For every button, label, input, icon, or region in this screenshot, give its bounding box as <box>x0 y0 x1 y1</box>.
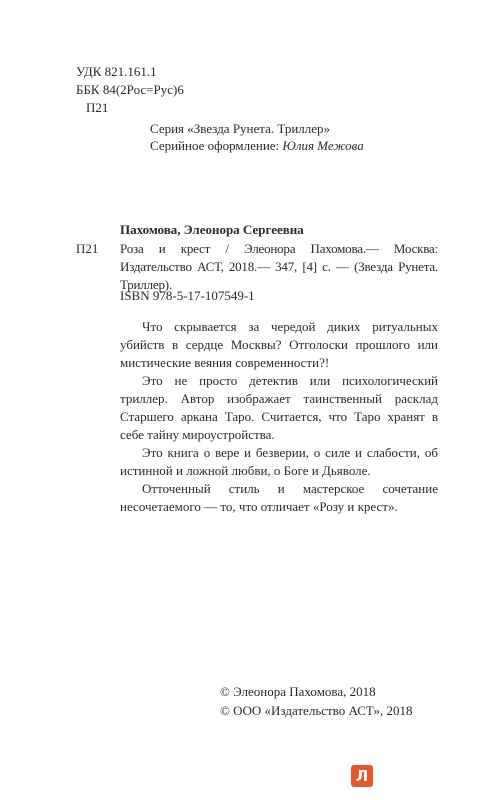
series-designer: Юлия Межова <box>282 138 364 153</box>
series-design-line <box>150 138 364 154</box>
series-design-label: Серийное оформление: <box>150 138 283 153</box>
udk-code: УДК 821.161.1 <box>76 64 157 79</box>
litres-logo-icon <box>351 765 373 787</box>
bibliography-author: Пахомова, Элеонора Сергеевна <box>120 222 304 237</box>
author-sign: П21 <box>86 100 109 115</box>
annotation-paragraph: Отточенный стиль и мастерское сочетание несочетаемого — то, что отличает «Розу и крест». <box>120 481 438 514</box>
copyright-publisher: © ООО «Издательство АСТ», 2018 <box>220 703 413 718</box>
bibliography-description: Роза и крест / Элеонора Пахомова.— Москва: Издательство АСТ, 2018.— 347, [4] с. — (Звезда Рунета. Триллер). <box>120 241 438 292</box>
annotation-paragraph: Это не просто детектив или психологический триллер. Автор изображает таинственный расклад Старшего аркана Таро. Считается, что Таро хранят в себе тайну мироустройства. <box>120 373 438 442</box>
bbk-code: ББК 84(2Рос=Рус)6 <box>76 82 184 97</box>
isbn: ISBN 978-5-17-107549-1 <box>120 288 255 303</box>
annotation-paragraph: Это книга о вере и безверии, о силе и слабости, об истинной и ложной любви, о Боге и Дьяволе. <box>120 445 438 478</box>
copyright-author: © Элеонора Пахомова, 2018 <box>220 684 376 699</box>
series-line: Серия «Звезда Рунета. Триллер» <box>150 121 331 136</box>
litres-logo-glyph: Л <box>355 767 369 785</box>
annotation-paragraph: Что скрывается за чередой диких ритуальных убийств в сердце Москвы? Отголоски прошлого или мистические веяния современности?! <box>120 319 438 370</box>
bibliography-author-sign: П21 <box>76 241 99 256</box>
